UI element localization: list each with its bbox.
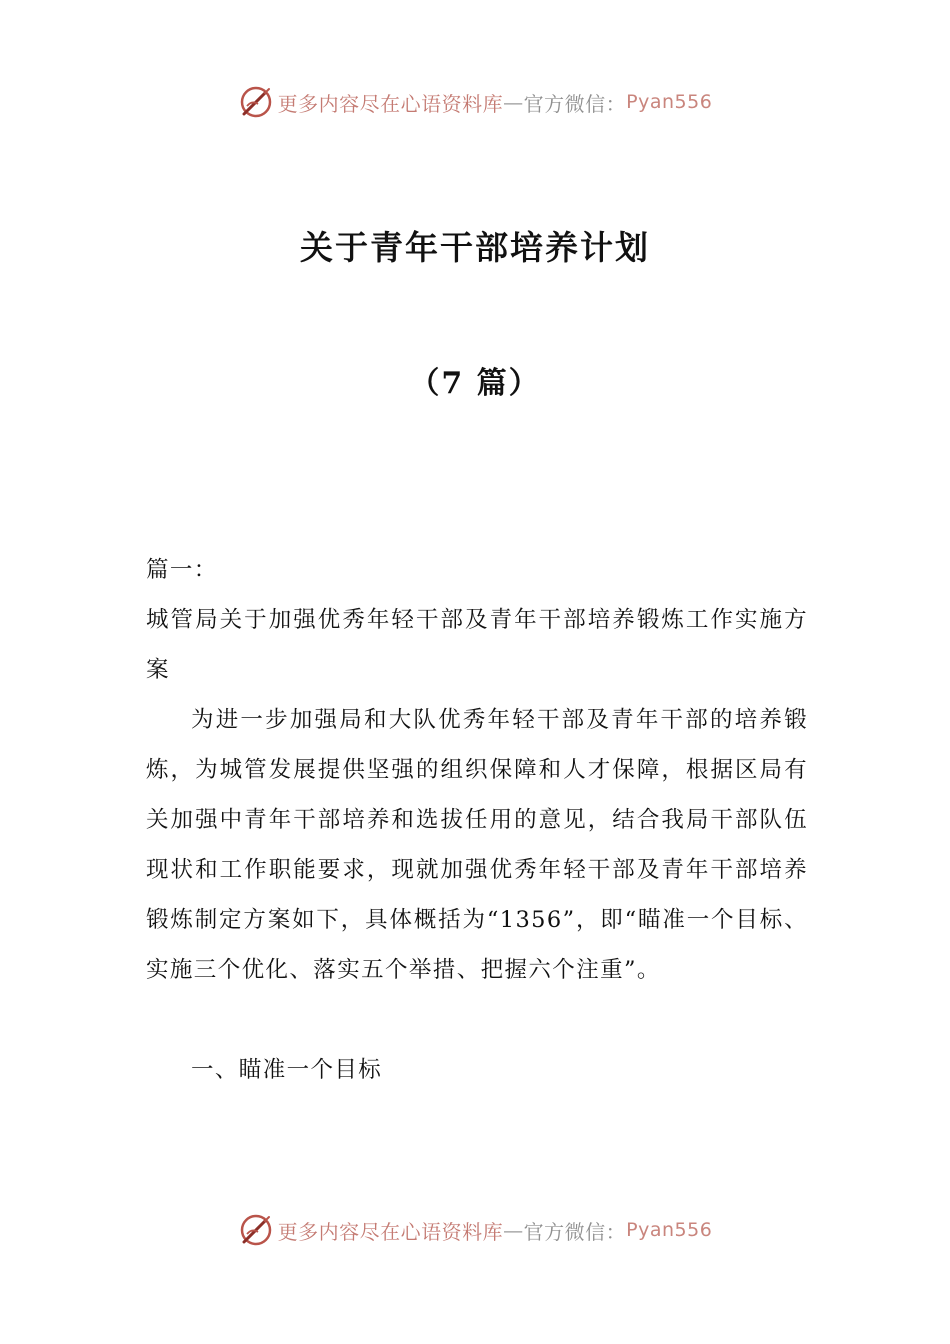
watermark-dash: —	[503, 90, 524, 114]
document-title: 关于青年干部培养计划	[300, 228, 650, 267]
watermark-dash: —	[503, 1218, 524, 1242]
section-heading: 一、瞄准一个目标	[191, 1057, 383, 1083]
watermark-wechat-id: Pyan556	[626, 1219, 713, 1241]
watermark-site-text: 更多内容尽在心语资料库	[277, 91, 504, 116]
body-paragraph: 为进一步加强局和大队优秀年轻干部及青年干部的培养锻炼，为城管发展提供坚强的组织保障和人才保障，根据区局有关加强中青年干部培养和选拔任用的意见，结合我局干部队伍现状和工作职能要求，现就加强优秀年轻干部及青年干部培养锻炼制定方案如下，具体概括为“1356”，即“瞄准一个目标、实施三个优化、落实五个举措、把握六个注重”。	[146, 707, 808, 983]
watermark-wechat-id: Pyan556	[626, 91, 713, 113]
watermark-official-label: 官方微信：	[523, 1219, 627, 1244]
part-label: 篇一：	[146, 557, 218, 583]
document-subtitle: （7 篇）	[409, 366, 541, 401]
footer-watermark	[0, 1210, 950, 1250]
watermark-official-label: 官方微信：	[523, 91, 627, 116]
pen-circle-logo-icon	[238, 1212, 274, 1248]
header-watermark	[0, 82, 950, 122]
article-title: 城管局关于加强优秀年轻干部及青年干部培养锻炼工作实施方案	[146, 607, 808, 683]
watermark-site-text: 更多内容尽在心语资料库	[277, 1219, 504, 1244]
document-body	[146, 545, 808, 1095]
pen-circle-logo-icon	[238, 84, 274, 120]
